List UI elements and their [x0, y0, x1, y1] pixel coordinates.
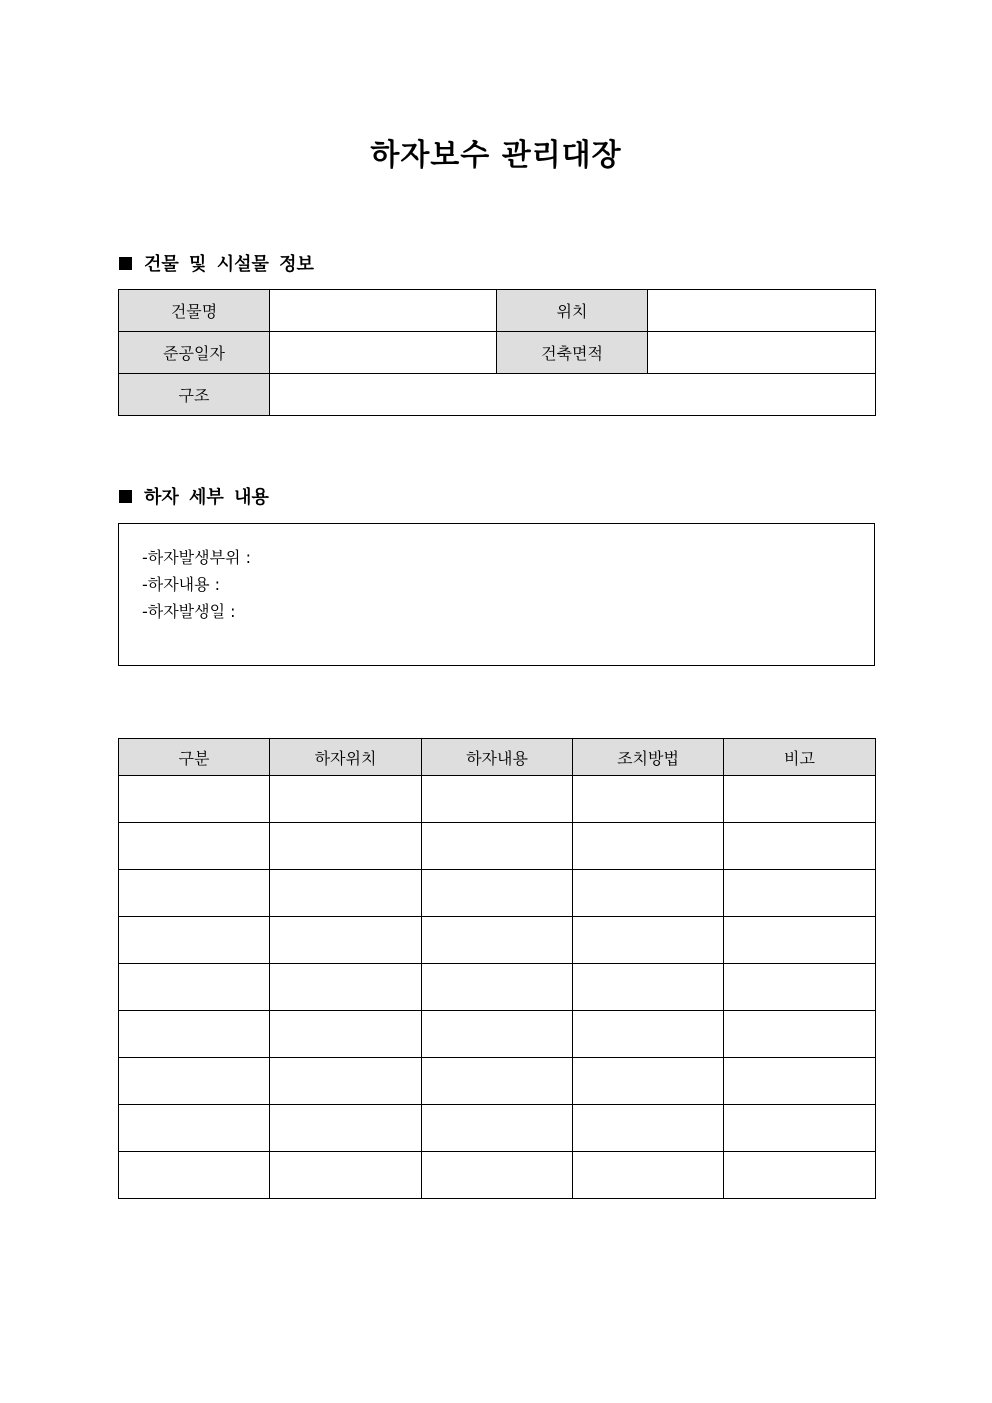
table-cell[interactable]: [573, 1058, 724, 1105]
column-header-action: 조치방법: [573, 739, 724, 776]
table-cell[interactable]: [573, 964, 724, 1011]
building-name-label: 건물명: [119, 290, 270, 332]
table-cell[interactable]: [270, 964, 422, 1011]
table-cell[interactable]: [119, 964, 270, 1011]
table-cell[interactable]: [422, 1011, 573, 1058]
structure-field[interactable]: [270, 374, 876, 416]
table-cell[interactable]: [724, 1058, 876, 1105]
table-cell[interactable]: [270, 1152, 422, 1199]
table-row: [119, 917, 876, 964]
table-cell[interactable]: [573, 917, 724, 964]
table-cell[interactable]: [422, 823, 573, 870]
floor-area-label: 건축면적: [497, 332, 648, 374]
page-title: 하자보수 관리대장: [370, 138, 622, 173]
section-heading-text: 하자 세부 내용: [144, 487, 269, 508]
table-cell[interactable]: [119, 776, 270, 823]
table-cell[interactable]: [422, 1152, 573, 1199]
section-heading-text: 건물 및 시설물 정보: [144, 254, 314, 275]
table-cell[interactable]: [119, 1058, 270, 1105]
table-cell[interactable]: [724, 964, 876, 1011]
table-header-row: [119, 739, 876, 776]
location-label: 위치: [497, 290, 648, 332]
table-cell[interactable]: [119, 870, 270, 917]
table-cell[interactable]: [119, 917, 270, 964]
column-header-category: 구분: [119, 739, 270, 776]
table-row: [119, 823, 876, 870]
table-row: [119, 1105, 876, 1152]
table-cell[interactable]: [724, 1152, 876, 1199]
table-cell[interactable]: [270, 870, 422, 917]
table-cell[interactable]: [119, 823, 270, 870]
table-cell[interactable]: [270, 776, 422, 823]
building-info-table: [118, 289, 876, 416]
table-cell[interactable]: [724, 1011, 876, 1058]
table-row: [119, 374, 876, 416]
table-row: [119, 776, 876, 823]
table-row: [119, 964, 876, 1011]
table-cell[interactable]: [270, 1058, 422, 1105]
table-row: [119, 870, 876, 917]
column-header-defect-content: 하자내용: [422, 739, 573, 776]
table-cell[interactable]: [573, 823, 724, 870]
table-cell[interactable]: [724, 823, 876, 870]
defect-date-line: -하자발생일 :: [142, 602, 236, 621]
repair-log-table: [118, 738, 876, 1199]
table-cell[interactable]: [422, 776, 573, 823]
table-cell[interactable]: [573, 1011, 724, 1058]
completion-date-field[interactable]: [270, 332, 497, 374]
defect-details-box[interactable]: [118, 523, 875, 666]
table-cell[interactable]: [270, 1011, 422, 1058]
table-row: [119, 1011, 876, 1058]
table-cell[interactable]: [573, 1152, 724, 1199]
table-cell[interactable]: [724, 917, 876, 964]
table-cell[interactable]: [573, 776, 724, 823]
table-cell[interactable]: [573, 870, 724, 917]
table-cell[interactable]: [119, 1011, 270, 1058]
building-name-field[interactable]: [270, 290, 497, 332]
section-heading-building-info: [119, 253, 314, 277]
table-cell[interactable]: [422, 964, 573, 1011]
square-bullet-icon: [119, 257, 132, 270]
structure-label: 구조: [119, 374, 270, 416]
table-cell[interactable]: [573, 1105, 724, 1152]
column-header-remarks: 비고: [724, 739, 876, 776]
table-row: [119, 1058, 876, 1105]
table-row: [119, 290, 876, 332]
defect-area-line: -하자발생부위 :: [142, 548, 251, 567]
table-cell[interactable]: [119, 1152, 270, 1199]
table-cell[interactable]: [270, 823, 422, 870]
repair-log-body: [119, 776, 876, 1199]
table-cell[interactable]: [422, 1058, 573, 1105]
table-cell[interactable]: [422, 870, 573, 917]
square-bullet-icon: [119, 490, 132, 503]
column-header-defect-location: 하자위치: [270, 739, 422, 776]
floor-area-field[interactable]: [648, 332, 876, 374]
table-row: [119, 1152, 876, 1199]
table-cell[interactable]: [270, 917, 422, 964]
completion-date-label: 준공일자: [119, 332, 270, 374]
defect-content-line: -하자내용 :: [142, 575, 221, 594]
table-cell[interactable]: [724, 870, 876, 917]
table-cell[interactable]: [270, 1105, 422, 1152]
table-cell[interactable]: [724, 1105, 876, 1152]
table-row: [119, 332, 876, 374]
table-cell[interactable]: [422, 917, 573, 964]
table-cell[interactable]: [119, 1105, 270, 1152]
table-cell[interactable]: [422, 1105, 573, 1152]
location-field[interactable]: [648, 290, 876, 332]
table-cell[interactable]: [724, 776, 876, 823]
section-heading-defect-details: [119, 486, 269, 510]
